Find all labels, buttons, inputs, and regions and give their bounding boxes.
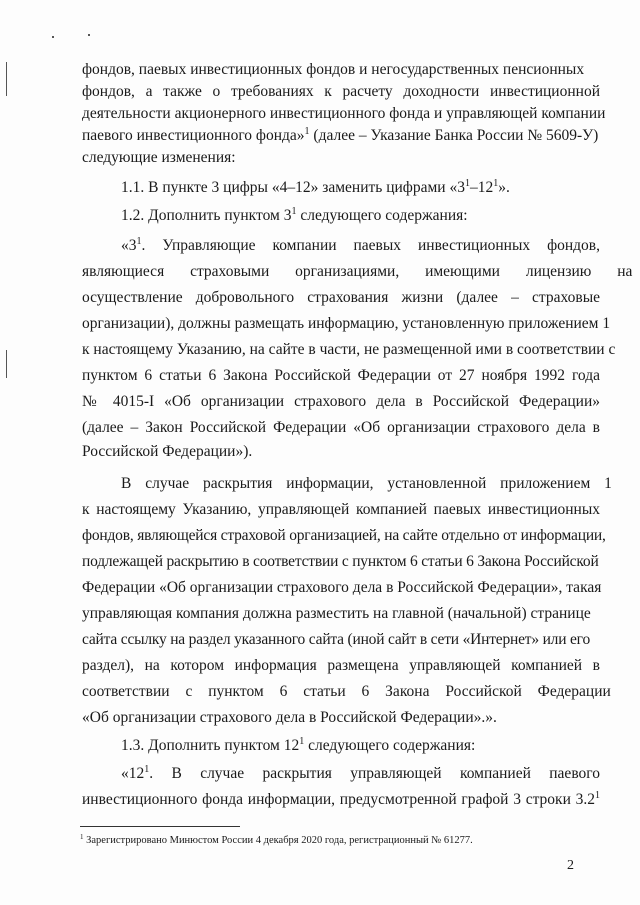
document-line [82,104,606,124]
document-line [82,500,600,520]
text-run: ». [498,179,510,196]
text-run: инвестиционного фонда информации, предусмотренной графой 3 строки 3.2 [82,791,595,808]
text-run: организации), должны размещать информацию, установленную приложением 1 [82,315,611,332]
document-line [121,474,612,494]
document-line [121,736,600,756]
document-line [82,682,611,702]
text-run: паевого инвестиционного фонда» [82,127,305,144]
text-run: к настоящему Указанию, управляющей компанией паевых инвестиционных [82,501,600,518]
text-run: В случае раскрытия информации, установленной приложением 1 [121,475,612,492]
text-run: фондов, паевых инвестиционных фондов и негосударственных пенсионных [82,61,585,78]
text-run: управляющая компания должна разместить на главной (начальной) странице [82,605,591,622]
document-line [82,604,600,624]
document-line [82,60,600,80]
document-line [82,552,600,572]
text-run: 1.3. Дополнить пунктом 12 [121,737,300,754]
document-line [82,578,600,598]
text-run: пунктом 6 статьи 6 Закона Российской Федерации от 27 ноября 1992 года [82,367,600,384]
footnote-text: Зарегистрировано Минюстом России 4 декабря 2020 года, регистрационный № 61277. [83,835,473,846]
text-run: (далее – Указание Банка России № 5609-У) [309,127,599,144]
superscript: 1 [136,236,142,247]
scan-dot [88,34,90,36]
footnote-ref: 1 [304,126,310,137]
document-line [82,366,600,386]
superscript: 1 [144,764,150,775]
document-line [82,630,600,650]
document-line [82,126,600,146]
superscript: 1 [291,206,297,217]
document-line [82,418,600,438]
scan-dot [52,36,54,38]
document-line [82,442,600,462]
text-run: –12 [469,179,494,196]
text-run: деятельности акционерного инвестиционного фонда и управляющей компании [82,105,606,122]
document-line [121,236,600,256]
document-line [82,790,600,810]
text-run: «Об организации страхового дела в Российской Федерации».». [82,709,497,726]
text-run: № 4015-I «Об организации страхового дела в Российской Федерации» [82,393,600,410]
text-run: . В случае раскрытия управляющей компанией паевого [149,765,600,782]
document-line [82,340,616,360]
text-run: следующего содержания: [296,207,468,224]
text-run: Федерации «Об организации страхового дела в Российской Федерации», такая [82,579,602,596]
document-line [121,178,600,198]
superscript: 1 [464,178,470,189]
document-line [121,206,600,226]
document-line [82,708,600,728]
text-run: . Управляющие компании паевых инвестиционных фондов, [141,237,600,254]
page-number: 2 [567,858,574,873]
document-line [82,656,600,676]
text-run: соответствии с пунктом 6 статьи 6 Закона Российской Федерации [82,683,611,700]
footnote [80,834,473,848]
text-run: осуществление добровольного страхования жизни (далее – страховые [82,289,600,306]
text-run: к настоящему Указанию, на сайте в части, не размещенной ими в соответствии с [82,341,616,358]
document-line [82,526,606,546]
text-run: 1.2. Дополнить пунктом 3 [121,207,292,224]
document-line [82,392,600,412]
text-run: 1.1. В пункте 3 цифры «4–12» заменить цифрами «3 [121,179,465,196]
footnote-marker: 1 [80,833,84,841]
scan-margin-mark [6,350,7,378]
text-run: фондов, а также о требованиях к расчету доходности инвестиционной [82,83,600,100]
text-run: фондов, являющейся страховой организацией, на сайте отдельно от информации, [82,527,606,544]
text-run: следующего содержания: [304,737,476,754]
footnote-divider [80,826,240,827]
text-run: раздел), на котором информация размещена управляющей компанией в [82,657,600,674]
text-run: подлежащей раскрытию в соответствии с пунктом 6 статьи 6 Закона Российской [82,553,599,570]
superscript: 1 [595,790,600,801]
text-run: сайта ссылку на раздел указанного сайта (иной сайт в сети «Интернет» или его [82,631,590,648]
text-run: Российской Федерации»). [82,443,253,460]
superscript: 1 [299,736,305,747]
scan-margin-mark [6,62,7,96]
document-line [82,262,633,282]
text-run: являющиеся страховыми организациями, имеющими лицензию на [82,263,633,280]
document-line [82,314,611,334]
text-run: «12 [121,765,145,782]
document-line [82,288,600,308]
document-line [82,148,600,168]
document-line [82,82,600,102]
text-run: следующие изменения: [82,149,236,166]
superscript: 1 [493,178,499,189]
document-line [121,764,600,784]
text-run: (далее – Закон Российской Федерации «Об организации страхового дела в [82,419,600,436]
text-run: «3 [121,237,137,254]
